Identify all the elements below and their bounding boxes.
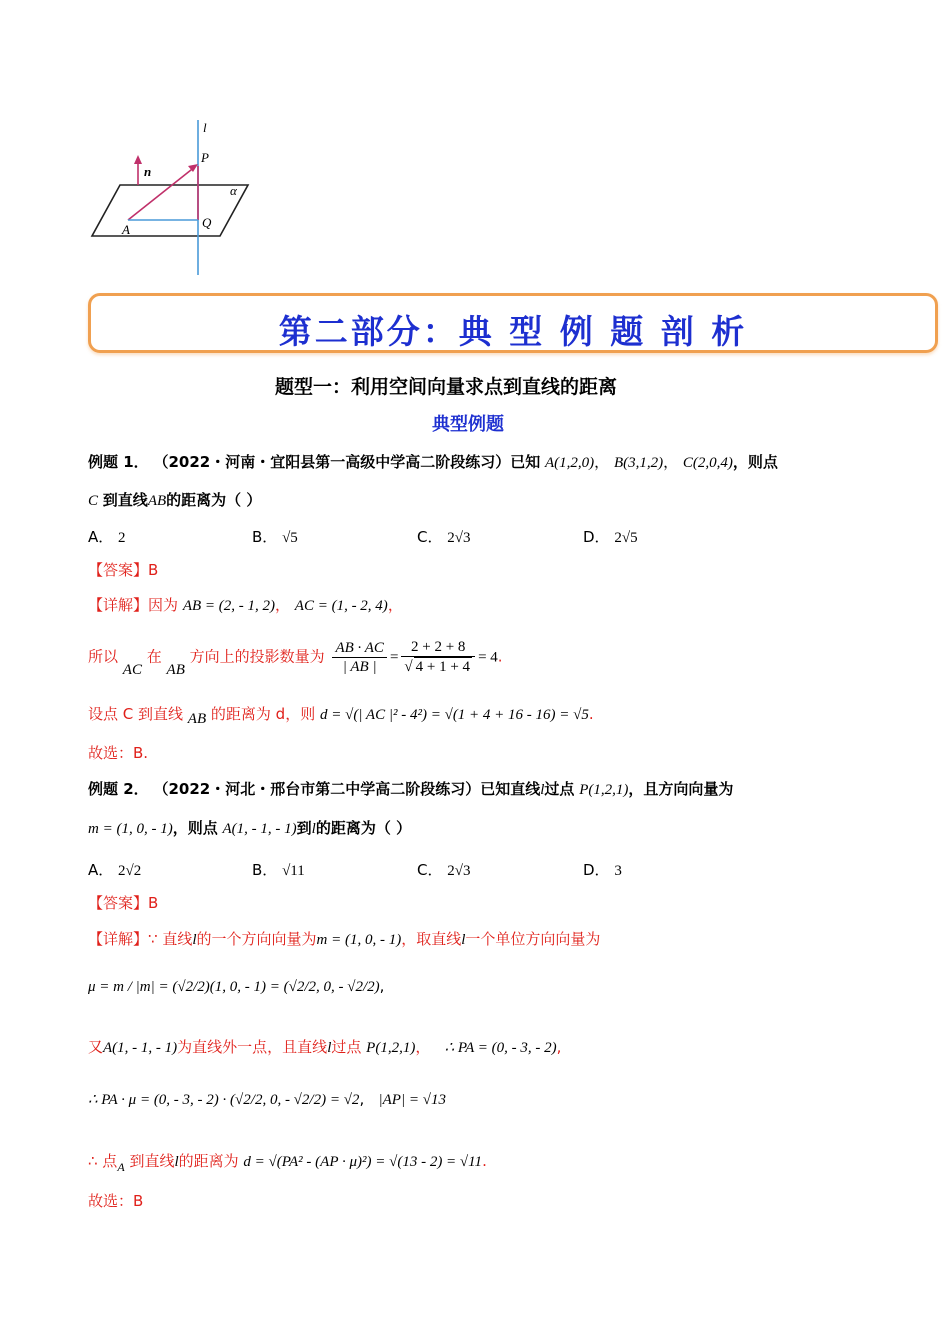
example1-conclusion: 故选：B. <box>88 744 149 762</box>
example1-option-c: C． 2√3 <box>417 528 471 546</box>
point-P: P(1,2,1) <box>579 782 629 798</box>
geometry-figure <box>80 110 270 285</box>
final-distance: d = √(PA² - (AP · μ)²) = √(13 - 2) = √11 <box>243 1154 483 1170</box>
point-A: A(1,2,0) <box>545 455 595 471</box>
example1-label: 例题 1． <box>88 453 149 471</box>
label-alpha: α <box>230 183 237 198</box>
example1-answer: 【答案】B <box>88 561 159 579</box>
example1-line2-end: 的距离为（ ） <box>166 491 262 509</box>
example2-mu-expression: μ = m / |m| = (√2/2)(1, 0, - 1) = (√2/2, 0, - √2/2), <box>88 977 385 995</box>
point-C: C(2,0,4) <box>682 455 733 471</box>
vector-ac: AC = (1, - 2, 4) <box>294 598 388 614</box>
example2-answer: 【答案】B <box>88 894 159 912</box>
example2-option-b: B． √11 <box>252 861 305 879</box>
example1-detail-2: 所以 AC 在 AB 方向上的投影数量为 $\frac{AB \cdot AC}{| AB |}$ = $\frac{2 + 2 + 8}{√ 4 + 1 + 4}$ = 4. <box>88 639 503 678</box>
example1-option-d: D． 2√5 <box>583 528 638 546</box>
example1-line2: 到直线 <box>102 491 148 509</box>
label-l: l <box>203 120 207 135</box>
example1-option-a: A． 2 <box>88 528 126 546</box>
example2-question-line2: m = (1, 0, - 1)，则点 A(1, - 1, - 1)到l的距离为（ ） <box>88 819 412 837</box>
section-title: 题型一：利用空间向量求点到直线的距离 <box>275 376 618 398</box>
line-ab-label: AB <box>147 493 167 509</box>
example1-option-b: B． √5 <box>252 528 298 546</box>
label-P: P <box>201 150 209 165</box>
example1-tail: ，则点 <box>732 453 778 471</box>
example2-detail-1: 【详解】∵ 直线l的一个方向向量为m = (1, 0, - 1)，取直线l一个单位方向向量为 <box>88 930 601 948</box>
ap-magnitude: |AP| = √13 <box>378 1092 446 1108</box>
example1-source: （2022・河南・宜阳县第一高级中学高二阶段练习）已知 <box>153 453 541 471</box>
example2-option-c: C． 2√3 <box>417 861 471 879</box>
point-A-ex2: A(1, - 1, - 1) <box>222 821 297 837</box>
vector-m: m = (1, 0, - 1) <box>88 821 173 837</box>
example2-conclusion: 故选：B <box>88 1192 144 1210</box>
label-A: A <box>122 222 130 237</box>
example2-option-d: D． 3 <box>583 861 622 879</box>
example1-detail-1: 【详解】因为 AB = (2, - 1, 2)， AC = (1, - 2, 4)， <box>88 596 403 614</box>
section-banner <box>88 293 938 353</box>
example1-question-line2 <box>88 489 261 512</box>
example2-detail-5: ∴ 点$_A$ 到直线l的距离为 d = √(PA² - (AP · μ)²) = √(13 - 2) = √11. <box>88 1152 487 1174</box>
example2-detail-3: 又A(1, - 1, - 1)为直线外一点，且直线l过点 P(1,2,1)， ∴ PA = (0, - 3, - 2), <box>88 1038 562 1056</box>
label-Q: Q <box>202 215 212 230</box>
example1-question-line1: 例题 1． （2022・河南・宜阳县第一高级中学高二阶段练习）已知 A(1,2,0)， B(3,1,2)， C(2,0,4)，则点 <box>88 453 778 471</box>
label-n: n <box>144 164 152 179</box>
subsection-title: 典型例题 <box>432 414 504 435</box>
plane-alpha <box>92 185 248 236</box>
normal-arrowhead <box>134 155 142 164</box>
distance-expression: d = √(| AC |² - 4²) = √(1 + 4 + 16 - 16) = √5 <box>319 707 589 723</box>
example2-dot-product: ∴ PA · μ = (0, - 3, - 2) · (√2/2, 0, - √2/2) = √2, |AP| = √13 <box>88 1090 446 1108</box>
vector-ab: AB = (2, - 1, 2) <box>182 598 275 614</box>
example2-question-line1: 例题 2． （2022・河北・邢台市第二中学高二阶段练习）已知直线l过点 P(1,2,1)，且方向向量为 <box>88 780 734 798</box>
vector-pa: ∴ PA = (0, - 3, - 2) <box>444 1040 557 1056</box>
point-c-label: C <box>88 493 99 509</box>
example1-detail-3: 设点 C 到直线 AB 的距离为 d，则 d = √(| AC |² - 4²) = √(1 + 4 + 16 - 16) = √5. <box>88 705 594 727</box>
banner-title: 第二部分：典 型 例 题 剖 析 <box>278 312 748 351</box>
example2-option-a: A． 2√2 <box>88 861 142 879</box>
point-B: B(3,1,2) <box>613 455 664 471</box>
